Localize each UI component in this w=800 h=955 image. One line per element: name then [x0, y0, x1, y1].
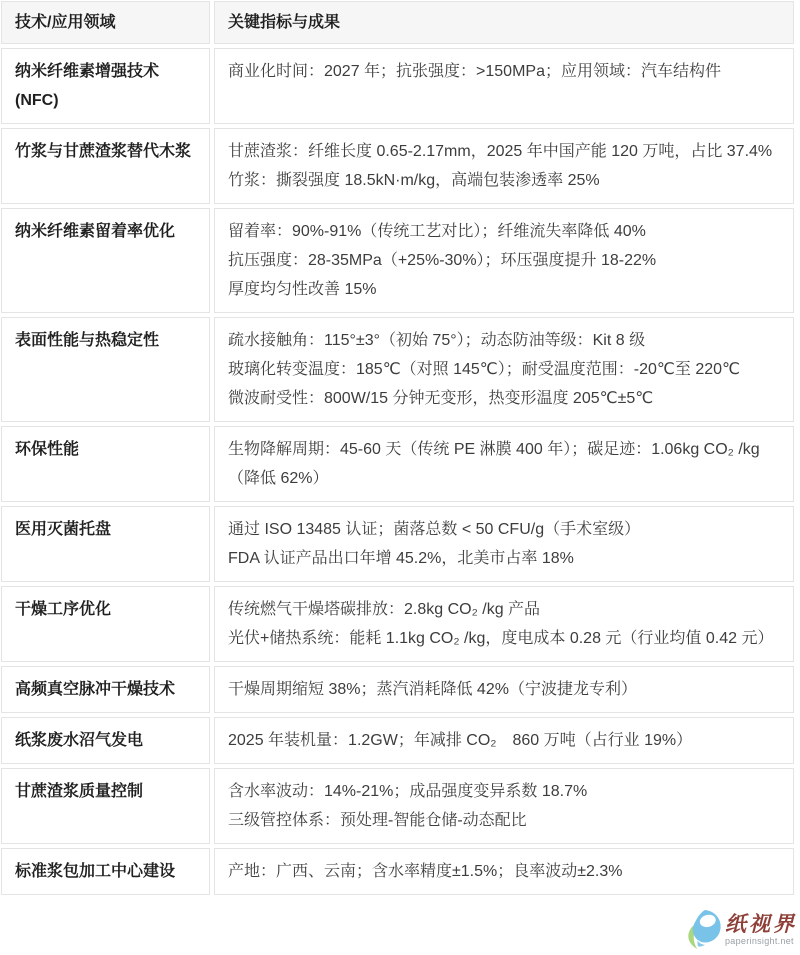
metric-line: 商业化时间：2027 年；抗张强度：>150MPa；应用领域：汽车结构件 — [228, 63, 721, 80]
field-cell: 甘蔗渣浆质量控制 — [1, 768, 210, 844]
metric-line: 传统燃气干燥塔碳排放：2.8kg CO₂ /kg 产品 — [228, 601, 541, 618]
header-cell-field: 技术/应用领域 — [1, 1, 210, 44]
table-row — [1, 48, 794, 124]
metrics-cell — [214, 317, 794, 422]
table-row — [1, 717, 794, 764]
table-row — [1, 128, 794, 204]
table-row — [1, 208, 794, 313]
metrics-cell — [214, 848, 794, 895]
watermark-text — [725, 912, 797, 946]
field-cell: 标准浆包加工中心建设 — [1, 848, 210, 895]
metrics-cell — [214, 48, 794, 124]
table-body — [1, 48, 794, 895]
field-cell: 医用灭菌托盘 — [1, 506, 210, 582]
metrics-cell — [214, 208, 794, 313]
paper-insight-logo-icon — [684, 908, 722, 950]
table-row — [1, 506, 794, 582]
metric-line: 玻璃化转变温度：185℃（对照 145℃）；耐受温度范围：-20℃至 220℃ — [228, 361, 740, 378]
metrics-cell — [214, 586, 794, 662]
metrics-cell — [214, 128, 794, 204]
table-row — [1, 848, 794, 895]
field-cell: 纳米纤维素留着率优化 — [1, 208, 210, 313]
metric-line: 疏水接触角：115°±3°（初始 75°）；动态防油等级：Kit 8 级 — [228, 332, 646, 349]
metric-line: 微波耐受性：800W/15 分钟无变形，热变形温度 205℃±5℃ — [228, 390, 654, 407]
metric-line: 含水率波动：14%-21%；成品强度变异系数 18.7% — [228, 783, 588, 800]
watermark — [684, 908, 797, 950]
field-cell: 环保性能 — [1, 426, 210, 502]
watermark-site: paperinsight.net — [725, 936, 794, 946]
metrics-cell — [214, 426, 794, 502]
table-row — [1, 586, 794, 662]
header-cell-metrics: 关键指标与成果 — [214, 1, 794, 44]
metric-line: 甘蔗渣浆：纤维长度 0.65-2.17mm，2025 年中国产能 120 万吨，占比 37.4% — [228, 143, 773, 160]
table-row — [1, 426, 794, 502]
metric-line: 抗压强度：28-35MPa（+25%-30%）；环压强度提升 18-22% — [228, 252, 657, 269]
metrics-cell — [214, 666, 794, 713]
field-cell: 纳米纤维素增强技术 (NFC) — [1, 48, 210, 124]
field-cell: 竹浆与甘蔗渣浆替代木浆 — [1, 128, 210, 204]
header-row — [1, 1, 794, 44]
metric-line: 竹浆：撕裂强度 18.5kN·m/kg，高端包装渗透率 25% — [228, 172, 600, 189]
table-row — [1, 768, 794, 844]
table-row — [1, 666, 794, 713]
watermark-brand: 纸视界 — [725, 911, 797, 936]
field-cell: 高频真空脉冲干燥技术 — [1, 666, 210, 713]
metric-line: 产地：广西、云南；含水率精度±1.5%；良率波动±2.3% — [228, 863, 623, 880]
metric-line: 干燥周期缩短 38%；蒸汽消耗降低 42%（宁波捷龙专利） — [228, 681, 637, 698]
table-header — [1, 1, 794, 44]
metric-line: 光伏+储热系统：能耗 1.1kg CO₂ /kg，度电成本 0.28 元（行业均值 0.42 元） — [228, 630, 774, 647]
metric-line: 三级管控体系：预处理-智能仓储-动态配比 — [228, 812, 527, 829]
metrics-cell — [214, 506, 794, 582]
metrics-cell — [214, 717, 794, 764]
field-cell: 纸浆废水沼气发电 — [1, 717, 210, 764]
metric-line: 留着率：90%-91%（传统工艺对比）；纤维流失率降低 40% — [228, 223, 646, 240]
metric-line: 2025 年装机量：1.2GW；年减排 CO₂ 860 万吨（占行业 19%） — [228, 732, 693, 749]
metric-line: 通过 ISO 13485 认证；菌落总数 < 50 CFU/g（手术室级） — [228, 521, 641, 538]
metrics-cell — [214, 768, 794, 844]
table-row — [1, 317, 794, 422]
metric-line: 厚度均匀性改善 15% — [228, 281, 377, 298]
field-cell: 干燥工序优化 — [1, 586, 210, 662]
field-cell: 表面性能与热稳定性 — [1, 317, 210, 422]
metric-line: FDA 认证产品出口年增 45.2%，北美市占率 18% — [228, 550, 574, 567]
metric-line: 生物降解周期：45-60 天（传统 PE 淋膜 400 年）；碳足迹：1.06kg CO₂ /kg（降低 62%） — [228, 441, 760, 487]
